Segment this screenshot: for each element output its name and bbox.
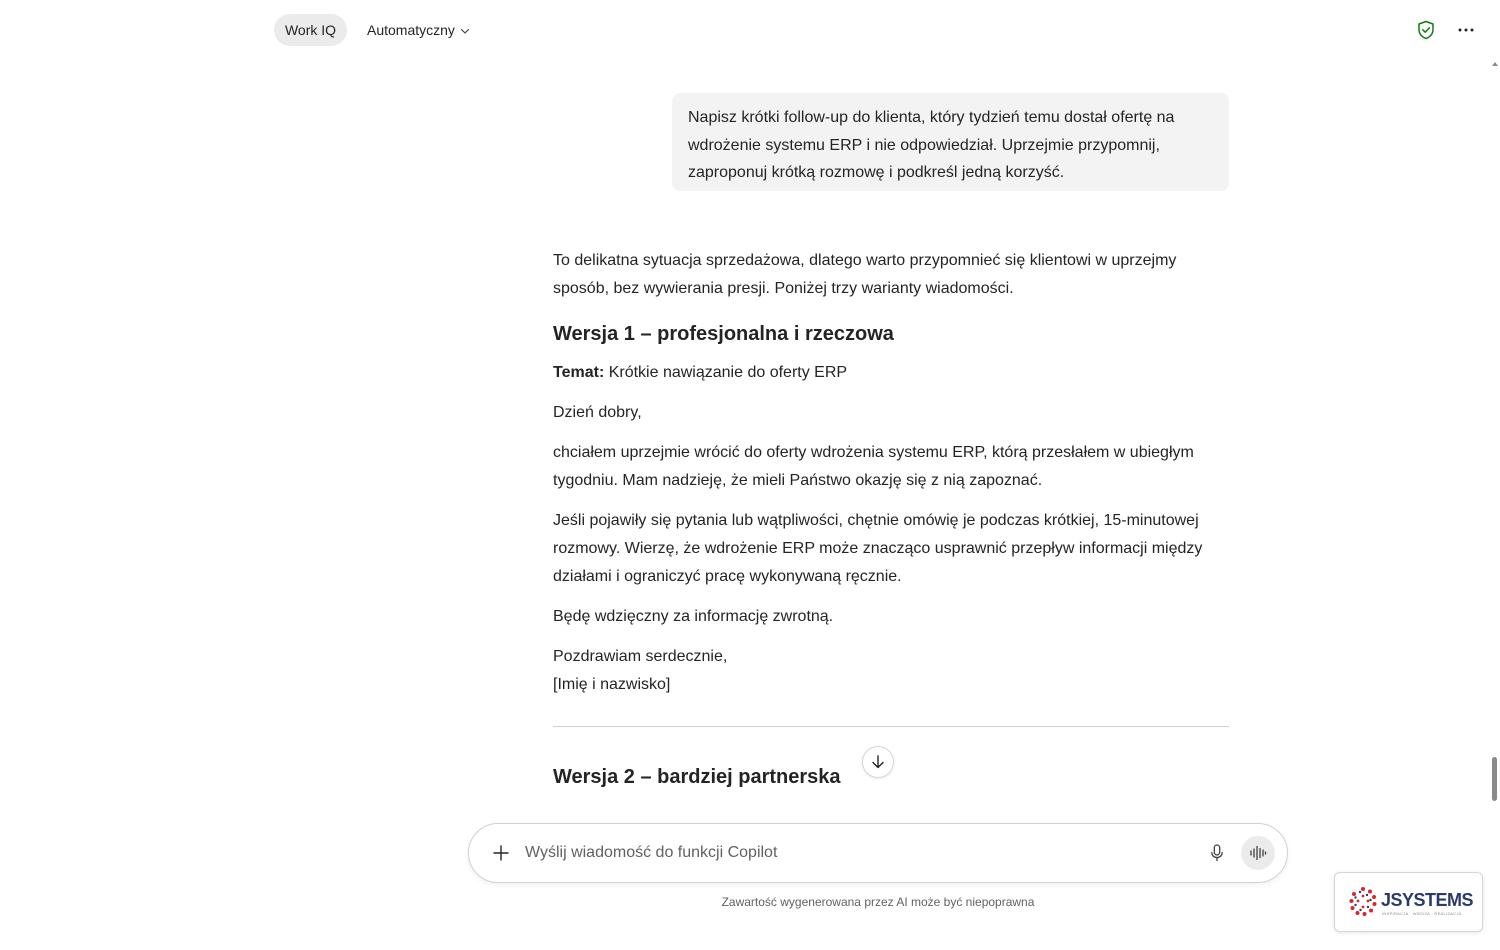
message-input[interactable] (525, 838, 1185, 868)
user-message: Napisz krótki follow-up do klienta, który tydzień temu dostał ofertę na wdrożenie systemu ERP i nie odpowiedział. Uprzejmie przypomnij, zaproponuj krótką rozmowę i podkreśl jedną korzyść. (672, 93, 1229, 191)
plus-icon (492, 844, 510, 862)
scroll-to-bottom-button[interactable] (862, 746, 894, 778)
voice-mode-button[interactable] (1241, 836, 1275, 870)
microphone-icon (1210, 844, 1224, 862)
mode-dropdown[interactable] (367, 14, 470, 46)
subject-text: Krótkie nawiązanie do oferty ERP (604, 364, 848, 381)
shield-check-icon (1417, 20, 1435, 40)
scroll-up-arrow-icon[interactable] (1491, 60, 1499, 68)
email-signoff (553, 643, 727, 699)
jsystems-tagline: INSPIRACJA · WIEDZA · REALIZACJA (1382, 911, 1462, 916)
voice-waveform-icon (1249, 845, 1267, 861)
ai-disclaimer: Zawartość wygenerowana przez AI może być niepoprawna (721, 895, 1035, 909)
email-body-paragraph: chciałem uprzejmie wrócić do oferty wdrożenia systemu ERP, którą przesłałem w ubiegłym tygodniu. Mam nadzieję, że mieli Państwo okazję się z nią zapoznać. (553, 444, 1194, 489)
version1-heading: Wersja 1 – profesjonalna i rzeczowa (553, 323, 894, 345)
scrollbar[interactable] (1490, 60, 1500, 800)
version2-heading: Wersja 2 – bardziej partnerska (553, 766, 841, 788)
email-thanks: Będę wdzięczny za informację zwrotną. (553, 608, 834, 625)
subject-label: Temat: (553, 364, 605, 381)
jsystems-logo-icon (1349, 886, 1377, 918)
scrollbar-thumb[interactable] (1492, 757, 1497, 801)
section-divider (553, 726, 1229, 727)
chevron-down-icon (460, 26, 470, 36)
microphone-button[interactable] (1205, 841, 1229, 865)
more-options-icon (1458, 28, 1474, 32)
jsystems-logo-card (1334, 872, 1483, 932)
arrow-down-icon (870, 754, 886, 770)
jsystems-wordmark: JSYSTEMS (1381, 890, 1474, 910)
work-iq-tab[interactable]: Work IQ (274, 14, 347, 46)
more-options-button[interactable] (1454, 18, 1478, 42)
signoff-line: Pozdrawiam serdecznie, (553, 648, 728, 665)
email-greeting: Dzień dobry, (553, 404, 642, 421)
email-subject (553, 359, 847, 387)
message-composer (468, 823, 1288, 883)
email-body-paragraph: Jeśli pojawiły się pytania lub wątpliwości, chętnie omówię je podczas krótkiej, 15-minutowej rozmowy. Wierzę, że wdrożenie ERP może znacząco usprawnić przepływ informacji między działami i ograniczyć pracę wykonywaną ręcznie. (553, 512, 1203, 585)
signature-line: [Imię i nazwisko] (553, 676, 671, 693)
mode-dropdown-label: Automatyczny (367, 22, 455, 38)
shield-check-button[interactable] (1414, 18, 1438, 42)
add-attachment-button[interactable] (489, 841, 513, 865)
response-intro: To delikatna sytuacja sprzedażowa, dlatego warto przypomnieć się klientowi w uprzejmy sposób, bez wywierania presji. Poniżej trzy warianty wiadomości. (553, 252, 1177, 297)
top-bar (0, 0, 1500, 60)
